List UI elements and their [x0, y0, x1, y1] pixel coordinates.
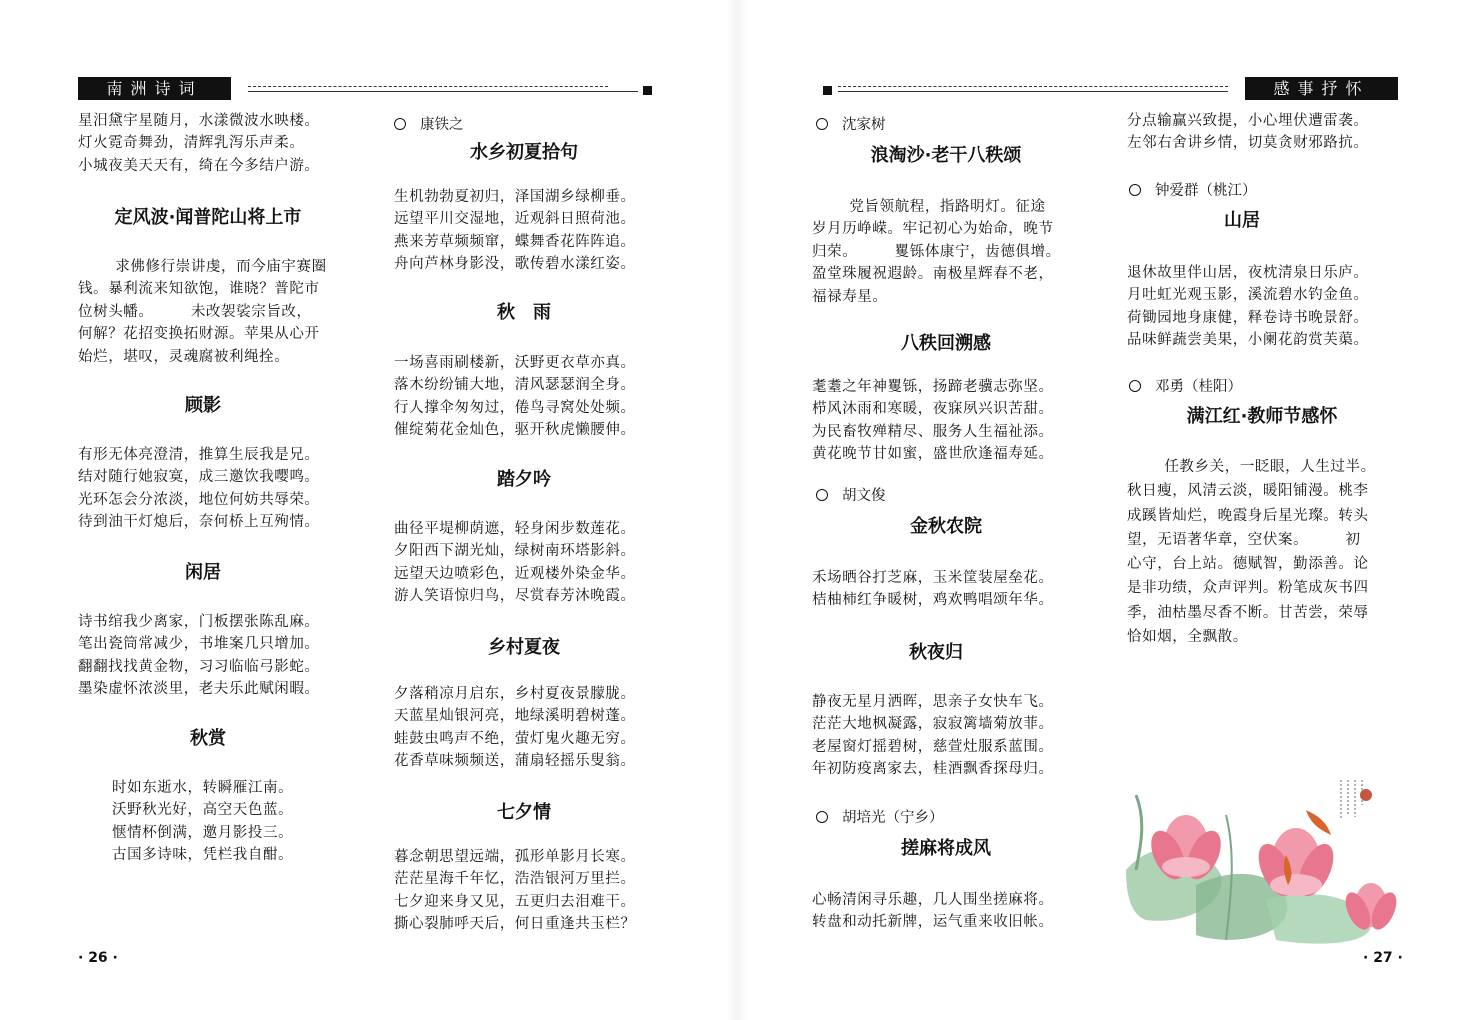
circle-bullet-icon: [816, 811, 828, 823]
header-rule-left: [248, 91, 638, 92]
circle-bullet-icon: [816, 489, 828, 501]
section-header-left: 南洲诗词: [78, 77, 231, 100]
poem-title: 秋夜归: [909, 642, 963, 663]
poem-title: 秋 雨: [497, 302, 551, 323]
header-square-right: [823, 86, 832, 95]
header-rule-left-dashed: [248, 86, 608, 87]
poem-text: 退休故里伴山居，夜枕清泉日乐庐。 月吐虹光观玉影，溪流碧水钓金鱼。 荷锄园地身康健，释卷诗书晚景舒。 品味鲜蔬尝美果，小阑花韵赏芙蕖。: [1127, 265, 1369, 349]
author-name: 康铁之: [420, 117, 464, 133]
poem-text: 心畅清闲寻乐趣，几人围坐搓麻将。 转盘和动托新牌，运气重来收旧帐。: [812, 892, 1054, 931]
poem-text: 有形无体亮澄清，推算生辰我是兄。 结对随行她寂寞，成三邀饮我嘤鸣。 光环怎会分浓淡，地位何妨共辱荣。 待到油干灯熄后，奈何桥上互殉情。: [78, 447, 320, 531]
author-name: 沈家树: [842, 117, 886, 133]
poem-title: 乡村夏夜: [488, 637, 560, 658]
poem-text: 求佛修行崇讲虔，而今庙宇赛圈 钱。暴利流来知欲饱，谁晓？普陀市 位树头幡。 未改袈裟宗旨改， 何解？花招变换拓财源。苹果从心开 始烂，堪叹，灵魂腐被利绳拴。: [78, 259, 327, 365]
author-name: 钟爱群（桃江）: [1155, 183, 1257, 199]
page-gutter: [727, 0, 747, 1020]
lotus-koi-illustration: [1126, 775, 1398, 945]
circle-bullet-icon: [1129, 184, 1141, 196]
poem-text: 禾场晒谷打芝麻，玉米筐装屋垒花。 桔柚柿红争暖树，鸡欢鸭唱颂年华。: [812, 570, 1054, 609]
poem-title: 山居: [1224, 210, 1260, 231]
circle-bullet-icon: [816, 118, 828, 130]
col1: [78, 110, 358, 177]
author-line: [816, 113, 886, 134]
circle-bullet-icon: [1129, 380, 1141, 392]
poem-title: 满江红·教师节感怀: [1186, 406, 1338, 427]
poem-title: 秋赏: [190, 728, 226, 749]
poem-text: 任教乡关，一眨眼，人生过半。 秋日瘦，风清云淡，暖阳铺漫。桃李 成蹊皆灿烂，晚霞身后星光璨。转头 望，无语著华章，空伏案。 初 心守，台上站。德赋智，勤添善。论 是非功绩，众声评判。粉笔成灰书四 季，油枯墨尽香不断。甘苦尝，荣辱 恰如烟，全飘散。: [1127, 459, 1376, 646]
poem-text: 生机勃勃夏初归，泽国湖乡绿柳垂。 远望平川交湿地，近观斜日照荷池。 燕来芳草频频窜，蝶舞香花阵阵追。 舟向芦林身影没，歌传碧水漾红姿。: [394, 189, 636, 273]
poem-continuation: 星汨黛宇星随月，水漾微波水映楼。 灯火霓奇舞劲，清辉乳泻乐声柔。 小城夜美天天有，绮在今多结户游。: [78, 113, 320, 174]
author-line: [1129, 375, 1242, 396]
poem-text: 静夜无星月洒晖，思亲子女快车飞。 茫茫大地枫凝露，寂寂篱墙菊放菲。 老屋窗灯摇碧树，慈萱灶服系蓝围。 年初防疫离家去，桂酒飘香探母归。: [812, 694, 1054, 778]
author-line: [816, 484, 886, 505]
poem-text: 时如东逝水，转瞬雁江南。 沃野秋光好，高空天色蓝。 惬情杯倒满，邀月影投三。 古国多诗味，凭栏我自酣。: [112, 780, 294, 864]
circle-bullet-icon: [394, 118, 406, 130]
author-name: 胡培光（宁乡）: [842, 810, 944, 826]
poem-title: 浪淘沙·老干八秩颂: [870, 145, 1022, 166]
poem-title: 顾影: [185, 395, 221, 416]
section-header-right: 感事抒怀: [1245, 77, 1398, 100]
poem-text: 诗书绾我少离家，门板摆张陈乱麻。 笔出瓷筒常减少，书堆案几只增加。 翻翻找找黄金物，习习临临弓影蛇。 墨染虚怀浓淡里，老夫乐此赋闲暇。: [78, 614, 320, 698]
page-number-left: · 26 ·: [78, 950, 118, 966]
poem-title: 踏夕吟: [497, 469, 551, 490]
header-rule-right-dashed: [838, 86, 1228, 87]
poem-title: 搓麻将成风: [901, 838, 991, 859]
author-line: [1129, 179, 1257, 200]
author-line: [816, 806, 944, 827]
author-name: 胡文俊: [842, 488, 886, 504]
poem-title: 八秩回溯感: [901, 333, 991, 354]
author-line: [394, 113, 464, 134]
poem-text: 暮念朝思望远端，孤形单影月长寒。 茫茫星海千年忆，浩浩银河万里拦。 七夕迎来身又见，五更归去泪难干。 撕心裂肺呼天后，何日重逢共玉栏？: [394, 849, 636, 933]
seal-stamp: [1360, 789, 1372, 801]
page-number-right: · 27 ·: [1363, 950, 1403, 966]
poem-title: 闲居: [185, 562, 221, 583]
author-name: 邓勇（桂阳）: [1155, 379, 1242, 395]
poem-title: 定风波·闻普陀山将上市: [114, 207, 302, 228]
poem-text: 曲径平堤柳荫遮，轻身闲步数莲花。 夕阳西下湖光灿，绿树南环塔影斜。 远望天边喷彩色，近观楼外染金华。 游人笑语惊归鸟，尽赏春芳沐晚霞。: [394, 521, 636, 605]
poem-title: 七夕情: [497, 802, 551, 823]
poem-title: 水乡初夏拾句: [470, 142, 578, 163]
poem-text: 一场喜雨刷楼新，沃野更衣草亦真。 落木纷纷铺大地，清风瑟瑟润全身。 行人撑伞匆匆过，倦鸟寻窝处处频。 催绽菊花金灿色，驱开秋虎懒腰伸。: [394, 355, 636, 439]
poem-text: 党旨领航程，指路明灯。征途 岁月历峥嵘。牢记初心为始命，晚节 归荣。 矍铄体康宁，齿德俱增。 盈堂珠履祝遐龄。南极星辉春不老， 福禄寿星。: [812, 199, 1061, 305]
header-rule-right: [838, 91, 1228, 92]
poem-text: 耄耋之年神矍铄，扬蹄老骥志弥坚。 栉风沐雨和寒暖，夜寐夙兴识苦甜。 为民畜牧殚精尽、服务人生福祉添。 黄花晚节甘如蜜，盛世欣逢福寿延。: [812, 379, 1054, 463]
poem-continuation: 分点输赢兴致提，小心埋伏遭雷袭。 左邻右舍讲乡情，切莫贪财邪路抗。: [1127, 113, 1369, 152]
poem-text: 夕落稍凉月启东，乡村夏夜景朦胧。 天蓝星灿银河亮，地绿溪明碧树蓬。 蛙鼓虫鸣声不绝，萤灯鬼火趣无穷。 花香草味频频送，蒲扇轻摇乐叟翁。: [394, 686, 636, 770]
header-square-left: [643, 86, 652, 95]
poem-title: 金秋农院: [910, 516, 982, 537]
